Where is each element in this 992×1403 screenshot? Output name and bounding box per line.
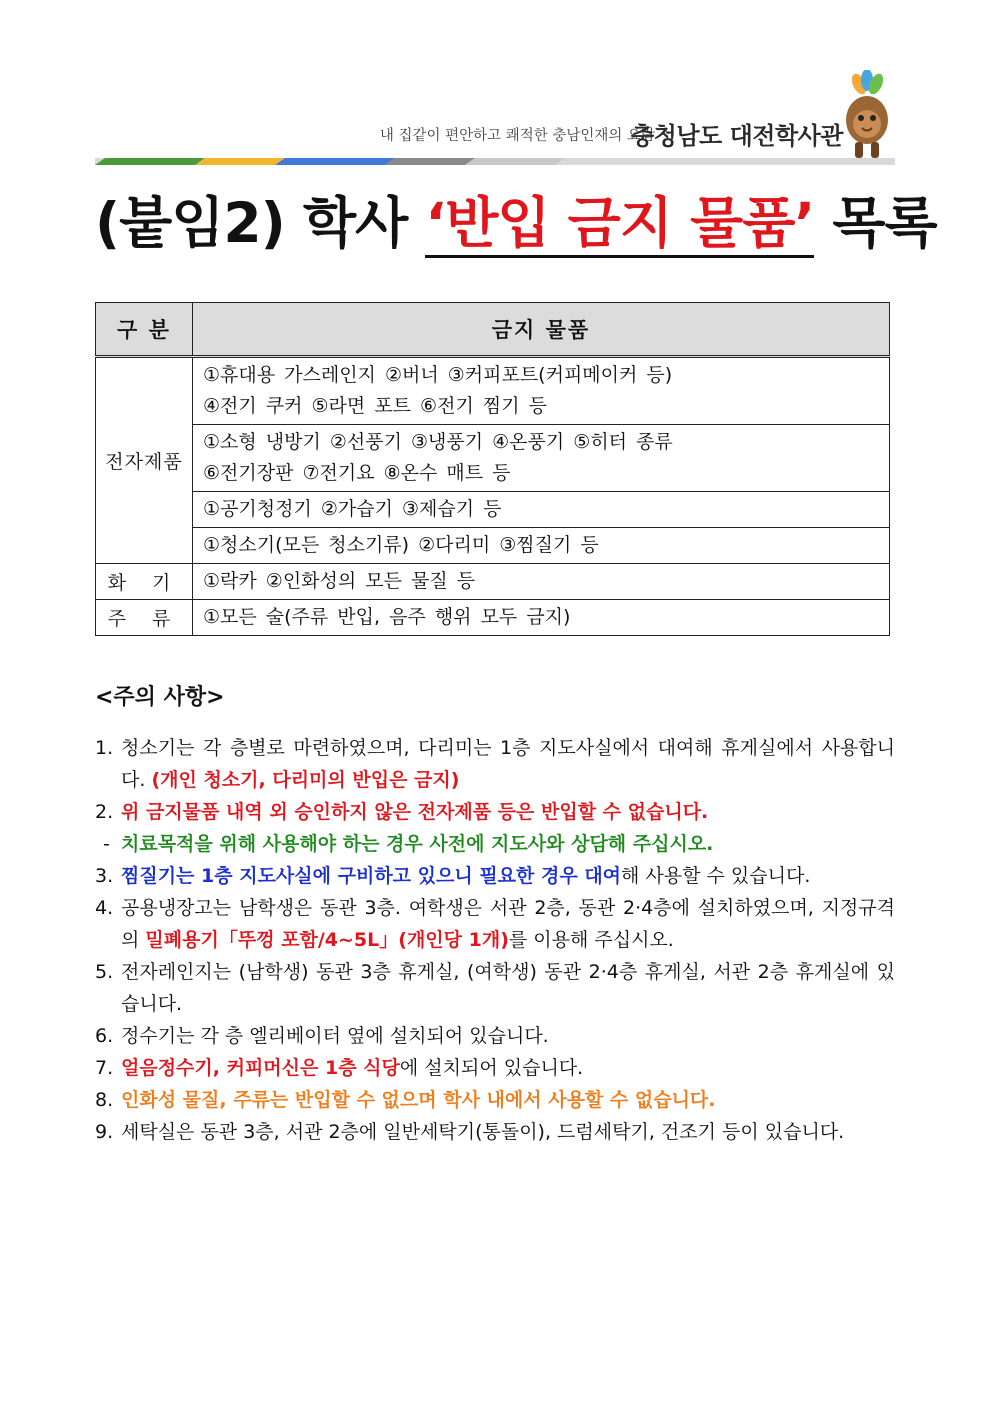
note-emphasis: 위 금지물품 내역 외 승인하지 않은 전자제품 등은 반입할 수 없습니다.	[121, 801, 709, 823]
table-row	[96, 600, 890, 636]
note-text: 해 사용할 수 있습니다.	[621, 865, 811, 887]
note-emphasis: (개인 청소기, 다리미의 반입은 금지)	[151, 769, 460, 791]
prohibited-items-table	[95, 302, 890, 636]
table-row	[96, 357, 890, 425]
note-text: 를 이용해 주십시오.	[508, 929, 674, 951]
note-emphasis: 인화성 물질, 주류는 반입할 수 없으며 학사 내에서 사용할 수 없습니다.	[121, 1089, 716, 1111]
item-line: ①락카 ②인화성의 모든 물질 등	[203, 570, 476, 592]
note-emphasis: 찜질기는 1층 지도사실에 구비하고 있으니 필요한 경우 대여	[121, 865, 622, 887]
items-cell	[193, 600, 890, 636]
notes-list	[95, 732, 895, 1148]
note-item	[95, 1116, 895, 1148]
note-text: 전자레인지는 (남학생) 동관 3층 휴게실, (여학생) 동관 2·4층 휴게실, 서관 2층 휴게실에 있습니다.	[121, 961, 895, 1015]
note-dash: -	[103, 833, 110, 855]
note-item	[95, 1052, 895, 1084]
column-header-category: 구 분	[96, 303, 193, 357]
column-header-items: 금지 물품	[193, 303, 890, 357]
note-number: 1.	[95, 737, 114, 759]
table-header-row	[96, 303, 890, 357]
note-item	[95, 860, 895, 892]
note-text: 청소기는 각 층별로 마련하였으며, 다리미는 1층 지도사실에서 대여해 휴게실에서 사용합니다.	[121, 737, 895, 791]
note-number: 9.	[95, 1121, 114, 1143]
note-item	[95, 1020, 895, 1052]
item-line: ①공기청정기 ②가습기 ③제습기 등	[203, 498, 502, 520]
slogan: 내 집같이 편안하고 쾌적한 충남인재의 요람	[379, 128, 655, 144]
document-title	[95, 188, 937, 258]
page-header	[95, 70, 895, 170]
item-line: ⑥전기장판 ⑦전기요 ⑧온수 매트 등	[203, 462, 511, 484]
category-cell: 화 기	[96, 564, 193, 600]
note-emphasis: 얼음정수기, 커피머신은 1층 식당	[121, 1057, 400, 1079]
note-item	[95, 796, 895, 828]
note-item	[95, 1084, 895, 1116]
item-line: ①모든 술(주류 반입, 음주 행위 모두 금지)	[203, 606, 571, 628]
note-number: 4.	[95, 897, 114, 919]
category-cell: 주 류	[96, 600, 193, 636]
table-row	[96, 564, 890, 600]
note-number: 6.	[95, 1025, 114, 1047]
note-number: 3.	[95, 865, 114, 887]
note-emphasis: 밀폐용기「뚜껑 포함/4~5L」(개인당 1개)	[145, 929, 509, 951]
item-line: ①청소기(모든 청소기류) ②다리미 ③찜질기 등	[203, 534, 599, 556]
note-item	[95, 892, 895, 956]
note-number: 2.	[95, 801, 114, 823]
note-item	[95, 956, 895, 1020]
items-cell	[193, 528, 890, 564]
header-color-band	[95, 158, 895, 165]
title-highlight: ‘반입 금지 물품’	[425, 191, 814, 258]
note-text: 공용냉장고는 남학생은 동관 3층. 여학생은 서관 2층, 동관 2·4층에 설치하였으며, 지정규격의	[121, 897, 895, 951]
mascot-icon	[839, 70, 895, 162]
table-row	[96, 425, 890, 492]
items-cell	[193, 564, 890, 600]
items-cell	[193, 492, 890, 528]
table-row	[96, 528, 890, 564]
note-number: 8.	[95, 1089, 114, 1111]
note-item	[95, 732, 895, 796]
item-line: ①소형 냉방기 ②선풍기 ③냉풍기 ④온풍기 ⑤히터 종류	[203, 431, 673, 453]
items-cell	[193, 425, 890, 492]
category-cell: 전자제품	[96, 357, 193, 564]
title-prefix: (붙임2) 학사	[95, 191, 426, 255]
item-line: ①휴대용 가스레인지 ②버너 ③커피포트(커피메이커 등)	[203, 364, 673, 386]
items-cell	[193, 357, 890, 425]
note-text: 세탁실은 동관 3층, 서관 2층에 일반세탁기(통돌이), 드럼세탁기, 건조기 등이 있습니다.	[121, 1121, 845, 1143]
notes-heading: <주의 사항>	[95, 685, 225, 710]
note-text: 에 설치되어 있습니다.	[399, 1057, 584, 1079]
note-number: 7.	[95, 1057, 114, 1079]
organization-name: 충청남도 대전학사관	[630, 122, 843, 150]
note-emphasis: 치료목적을 위해 사용해야 하는 경우 사전에 지도사와 상담해 주십시오.	[121, 833, 714, 855]
title-suffix: 목록	[814, 191, 937, 255]
table-row	[96, 492, 890, 528]
note-subitem	[95, 828, 895, 860]
note-text: 정수기는 각 층 엘리베이터 옆에 설치되어 있습니다.	[121, 1025, 549, 1047]
note-number: 5.	[95, 961, 114, 983]
item-line: ④전기 쿠커 ⑤라면 포트 ⑥전기 찜기 등	[203, 395, 547, 417]
